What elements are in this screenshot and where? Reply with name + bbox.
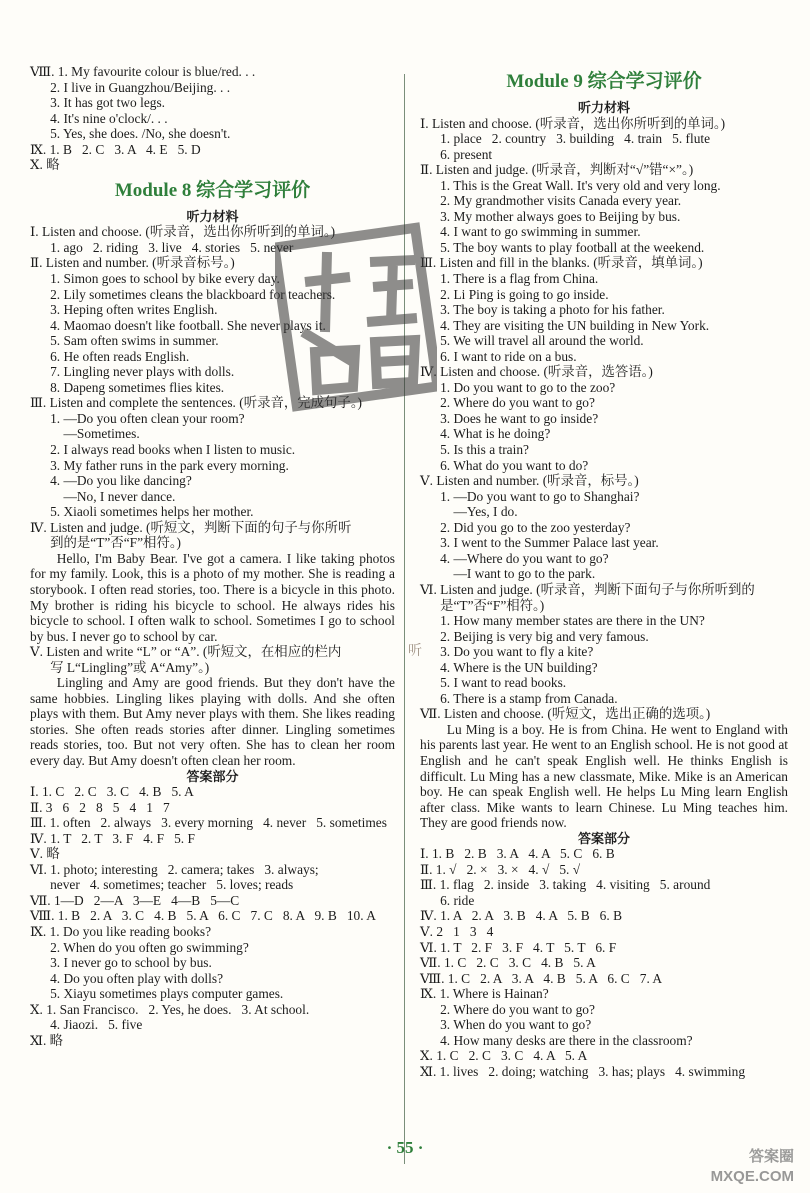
text-line: 3. When do you want to go? (420, 1017, 592, 1033)
text-line: 5. Xiaoli sometimes helps her mother. (30, 504, 254, 520)
text-line: 1. This is the Great Wall. It's very old and very long. (420, 177, 721, 193)
watermark: 答案圈 MXQE.COM (710, 1148, 794, 1185)
text-line: 2. When do you often go swimming? (30, 939, 249, 955)
text-line: Ⅸ. 1. Do you like reading books? (30, 923, 212, 939)
text-line: Ⅸ. 1. Where is Hainan? (420, 986, 549, 1002)
text-line: Ⅵ. 1. photo; interesting 2. camera; takes 3. always; (30, 861, 319, 877)
text-line: 7. Lingling never plays with dolls. (30, 364, 235, 380)
text-line: 到的是“T”否“F”相符。) (30, 535, 181, 551)
text-line: 6. What do you want to do? (420, 457, 589, 473)
text-line: Ⅳ. 1. T 2. T 3. F 4. F 5. F (30, 830, 195, 846)
text-line: Ⅳ. 1. A 2. A 3. B 4. A 5. B 6. B (420, 908, 623, 924)
passage-paragraph: Hello, I'm Baby Bear. I've got a camera. I like taking photos for my family. Look, this is a photo of my mother. She is reading a storybook. I often read stories, too. There is a bicycle in this photo. My brother is riding his bicycle to school. He always rides his bicycle to school. I often walk to school. Sometimes I go to school by bus. I never go to school by car. (30, 550, 395, 644)
text-line: 3. Heping often writes English. (30, 302, 218, 318)
text-line: Ⅱ. Listen and number. (听录音标号。) (30, 255, 235, 271)
text-line: 4. Jiaozi. 5. five (30, 1017, 143, 1033)
text-line: 2. Did you go to the zoo yesterday? (420, 519, 631, 535)
text-line: Ⅺ. 1. lives 2. doing; watching 3. has; plays 4. swimming (420, 1063, 746, 1079)
text-line: Ⅷ. 1. My favourite colour is blue/red. . . (30, 64, 256, 79)
text-line: Ⅷ. 1. B 2. A 3. C 4. B 5. A 6. C 7. C 8. A 9. B 10. A (30, 908, 376, 924)
text-line: Ⅹ. 1. San Francisco. 2. Yes, he does. 3. At school. (30, 1001, 310, 1017)
text-line: Ⅰ. Listen and choose. (听录音，选出你所听到的单词。) (420, 115, 726, 131)
text-line: 1. —Do you want to go to Shanghai? (420, 488, 640, 504)
passage-paragraph: Lingling and Amy are good friends. But they don't have the same hobbies. Lingling likes playing with dolls. And she often plays with them. But Amy never plays with them. She likes reading stories. She often reads stories after dinner. Lingling sometimes reads stories, too. But not very often. She has to clean her room every day. But Amy doesn't often clean her room. (30, 675, 395, 768)
text-line: Ⅴ. Listen and number. (听录音，标号。) (420, 473, 639, 489)
text-line: Ⅴ. Listen and write “L” or “A”. (听短文，在相应的栏内 (30, 644, 342, 660)
text-line: 2. Where do you want to go? (420, 1001, 595, 1017)
text-line: 6. ride (420, 892, 475, 908)
text-line: —Yes, I do. (420, 504, 518, 520)
module-heading: Module 9 综合学习评价 (506, 71, 702, 92)
text-line: Ⅶ. Listen and choose. (听短文，选出正确的选项。) (420, 706, 711, 722)
text-line: 6. I want to ride on a bus. (420, 348, 577, 364)
text-line: 5. Yes, she does. /No, she doesn't. (30, 126, 231, 142)
section-title: 答案部分 (577, 830, 630, 846)
text-line: 5. Is this a train? (420, 442, 529, 458)
text-line: Ⅱ. 1. √ 2. × 3. × 4. √ 5. √ (420, 861, 581, 877)
text-line: Ⅳ. Listen and choose. (听录音，选答语。) (420, 364, 653, 380)
text-line: 3. My father runs in the park every morning. (30, 457, 289, 473)
text-line: Ⅰ. 1. C 2. C 3. C 4. B 5. A (30, 784, 194, 800)
text-line: 6. There is a stamp from Canada. (420, 690, 618, 706)
text-line: 3. I never go to school by bus. (30, 955, 212, 971)
text-line: 5. Xiayu sometimes plays computer games. (30, 986, 284, 1002)
text-line: 5. Sam often swims in summer. (30, 333, 219, 349)
text-line: 4. Do you often play with dolls? (30, 970, 224, 986)
text-line: Ⅺ. 略 (30, 1032, 64, 1048)
right-column (420, 64, 788, 1079)
text-line: 3. Do you want to fly a kite? (420, 644, 594, 660)
text-line: 3. Does he want to go inside? (420, 410, 599, 426)
text-line: 1. There is a flag from China. (420, 271, 599, 287)
text-line: 4. Where is the UN building? (420, 659, 598, 675)
text-line: 2. Where do you want to go? (420, 395, 595, 411)
text-line: 4. —Do you like dancing? (30, 473, 192, 489)
text-line: Ⅳ. Listen and judge. (听短文，判断下面的句子与你所听 (30, 519, 352, 535)
text-line: 1. ago 2. riding 3. live 4. stories 5. never (30, 239, 294, 255)
section-title: 答案部分 (186, 768, 239, 784)
text-line: 4. It's nine o'clock/. . . (30, 110, 168, 126)
text-line: Ⅰ. Listen and choose. (听录音，选出你所听到的单词。) (30, 224, 336, 240)
page-number: · 55 · (386, 1138, 424, 1157)
text-line: Ⅴ. 略 (30, 846, 60, 862)
text-line: —Sometimes. (30, 426, 140, 442)
text-line: 是“T”否“F”相符。) (420, 597, 545, 613)
text-line: 4. Maomao doesn't like football. She never plays it. (30, 317, 326, 333)
text-line: Ⅱ. Listen and judge. (听录音，判断对“√”错“×”。) (420, 162, 694, 178)
text-line: 1. place 2. country 3. building 4. train 5. flute (420, 131, 711, 147)
text-line: Ⅹ. 略 (30, 157, 60, 173)
text-line: 4. What is he doing? (420, 426, 551, 442)
section-title: 听力材料 (186, 208, 239, 224)
text-line: 2. I always read books when I listen to music. (30, 442, 296, 458)
text-line: Ⅲ. Listen and complete the sentences. (听录音，完成句子。) (30, 395, 362, 411)
text-line: 3. The boy is taking a photo for his father. (420, 302, 665, 318)
text-line: 5. The boy wants to play football at the weekend. (420, 239, 705, 255)
text-line: 2. My grandmother visits Canada every year. (420, 193, 682, 209)
text-line: 5. We will travel all around the world. (420, 333, 644, 349)
text-line: Ⅹ. 1. C 2. C 3. C 4. A 5. A (420, 1048, 588, 1064)
text-line: Ⅶ. 1—D 2—A 3—E 4—B 5—C (30, 892, 240, 908)
text-line: 5. I want to read books. (420, 675, 567, 691)
text-line: 3. My mother always goes to Beijing by bus. (420, 208, 681, 224)
text-line: Ⅲ. 1. flag 2. inside 3. taking 4. visiting 5. around (420, 877, 711, 893)
text-line: 1. Do you want to go to the zoo? (420, 379, 616, 395)
passage-paragraph: Lu Ming is a boy. He is from China. He went to England with his parents last year. He went to an English school. He is not good at English and he can't speak English well. He thinks English is difficult. Lu Ming has a new classmate, Mike. Mike is an American boy. He can speak English well. He helps Lu Ming learn English after class. Mike wants to learn Chinese. Lu Ming teaches him. They are good friends now. (420, 721, 788, 831)
text-line: Ⅵ. Listen and judge. (听录音，判断下面句子与你所听到的 (420, 581, 755, 597)
text-line: 6. He often reads English. (30, 348, 190, 364)
text-line: 4. They are visiting the UN building in New York. (420, 317, 710, 333)
text-line: 2. Lily sometimes cleans the blackboard for teachers. (30, 286, 336, 302)
text-line: —I want to go to the park. (420, 566, 596, 582)
text-line: Ⅲ. Listen and fill in the blanks. (听录音，填单词。) (420, 255, 703, 271)
column-divider (404, 74, 405, 1164)
text-line: —No, I never dance. (30, 488, 176, 504)
text-line: 4. How many desks are there in the classroom? (420, 1032, 693, 1048)
text-line: 4. —Where do you want to go? (420, 550, 609, 566)
text-line: never 4. sometimes; teacher 5. loves; reads (30, 877, 294, 893)
text-line: 写 L“Lingling”或 A“Amy”。) (30, 659, 210, 675)
text-line: 6. present (420, 146, 493, 162)
left-column (30, 64, 395, 1048)
text-line: Ⅰ. 1. B 2. B 3. A 4. A 5. C 6. B (420, 846, 615, 862)
text-line: 2. Beijing is very big and very famous. (420, 628, 649, 644)
module-heading: Module 8 综合学习评价 (114, 179, 311, 201)
text-line: 8. Dapeng sometimes flies kites. (30, 379, 225, 395)
text-line: 3. It has got two legs. (30, 95, 166, 111)
text-line: 1. Simon goes to school by bike every day. (30, 271, 280, 287)
text-line: 4. I want to go swimming in summer. (420, 224, 641, 240)
text-line: Ⅶ. 1. C 2. C 3. C 4. B 5. A (420, 955, 596, 971)
text-line: Ⅷ. 1. C 2. A 3. A 4. B 5. A 6. C 7. A (420, 970, 663, 986)
text-line: 2. Li Ping is going to go inside. (420, 286, 609, 302)
text-line: Ⅵ. 1. T 2. F 3. F 4. T 5. T 6. F (420, 939, 617, 955)
text-line: 3. I went to the Summer Palace last year. (420, 535, 659, 551)
margin-mark: 听 (408, 644, 422, 659)
text-line: 2. I live in Guangzhou/Beijing. . . (30, 79, 231, 95)
text-line: Ⅸ. 1. B 2. C 3. A 4. E 5. D (30, 141, 201, 157)
text-line: 1. How many member states are there in the UN? (420, 613, 705, 629)
text-line: Ⅱ. 3 6 2 8 5 4 1 7 (30, 799, 170, 815)
text-line: Ⅴ. 2 1 3 4 (420, 923, 494, 939)
text-line: Ⅲ. 1. often 2. always 3. every morning 4. never 5. sometimes (30, 815, 387, 831)
text-line: 1. —Do you often clean your room? (30, 410, 245, 426)
section-title: 听力材料 (577, 100, 630, 115)
